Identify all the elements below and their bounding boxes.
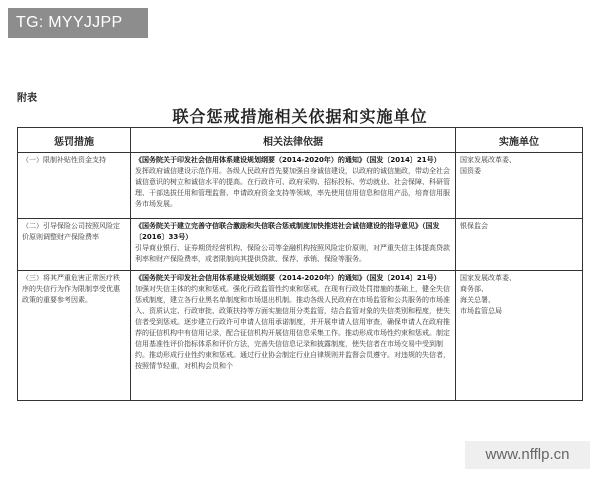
- measure-cell: （二）引导保险公司按照风险定价原则调整财产保险费率: [18, 219, 131, 271]
- table-header-row: [18, 128, 583, 153]
- basis-body: 加强对失信主体的约束和惩戒。强化行政监管性约束和惩戒。在现有行政处罚措施的基础上，健全失信惩戒制度，建立各行业黑名单制度和市场退出机制。推动各级人民政府在市场监管和公共服务的市场准入、资质认定、行政审批、政策扶持等方面实施信用分类监管，结合监管对象的失信类别和程度，使失信者受到惩戒。逐步建立行政许可申请人信用承诺制度，并开展申请人信用审查，确保申请人在政府推荐的征信机构中有信用记录，配合征信机构开展信用信息采集工作。推动形成市场性约束和惩戒。制定信用基准性评价指标体系和评价方法，完善失信信息记录和披露制度，使失信者在市场交易中受到制约。推动形成行业性约束和惩戒。通过行业协会制定行业自律规则并监督会员遵守。对违规的失信者，按照情节轻重，对机构会员和个: [135, 285, 450, 370]
- unit-item: 国家发展改革委、: [460, 274, 516, 282]
- header-basis: 相关法律依据: [131, 128, 456, 153]
- header-unit: 实施单位: [456, 128, 583, 153]
- basis-cell: [131, 219, 456, 271]
- unit-cell: [456, 271, 583, 401]
- watermark-top: TG: MYYJJPP: [8, 8, 148, 38]
- basis-body: 引导商业银行、证券期货经营机构、保险公司等金融机构按照风险定价原则，对严重失信主体提高贷款利率和财产保险费率，或者限制向其提供贷款、保荐、承销、保险等服务。: [135, 244, 450, 263]
- basis-title: 《国务院关于建立完善守信联合激励和失信联合惩戒制度加快推进社会诚信建设的指导意见》（国发〔2016〕33号）: [135, 222, 440, 241]
- measures-table: [17, 127, 583, 401]
- basis-body: 发挥政府诚信建设示范作用。各级人民政府首先要加强自身诚信建设，以政府的诚信施政，带动全社会诚信意识的树立和诚信水平的提高。在行政许可、政府采购、招标投标、劳动就业、社会保障、科研管理、干部选拔任用和管理监督、申请政府资金支持等领域，率先使用信用信息和信用产品，培育信用服务市场发展。: [135, 167, 450, 208]
- unit-cell: [456, 153, 583, 219]
- unit-item: 海关总署、: [460, 296, 495, 304]
- measure-cell: （一）限制补贴性资金支持: [18, 153, 131, 219]
- appendix-label: 附表: [17, 93, 37, 104]
- unit-cell: [456, 219, 583, 271]
- measure-cell: （三）将其严重危害正常医疗秩序的失信行为作为限制享受优惠政策的重要参考因素。: [18, 271, 131, 401]
- unit-item: 银保监会: [460, 222, 488, 230]
- unit-item: 国家发展改革委、: [460, 156, 516, 164]
- basis-cell: [131, 271, 456, 401]
- unit-item: 国资委: [460, 167, 481, 175]
- unit-item: 商务部、: [460, 285, 488, 293]
- basis-title: 《国务院关于印发社会信用体系建设规划纲要（2014-2020年）的通知》（国发〔2014〕21号）: [135, 156, 441, 164]
- document-title: 联合惩戒措施相关依据和实施单位: [172, 107, 428, 126]
- watermark-bottom: www.nfflp.cn: [465, 441, 590, 469]
- table-row: [18, 219, 583, 271]
- basis-cell: [131, 153, 456, 219]
- header-measure: 惩罚措施: [18, 128, 131, 153]
- table-row: [18, 271, 583, 401]
- basis-title: 《国务院关于印发社会信用体系建设规划纲要（2014-2020年）的通知》（国发〔2014〕21号）: [135, 274, 441, 282]
- table-row: [18, 153, 583, 219]
- unit-item: 市场监管总局: [460, 307, 502, 315]
